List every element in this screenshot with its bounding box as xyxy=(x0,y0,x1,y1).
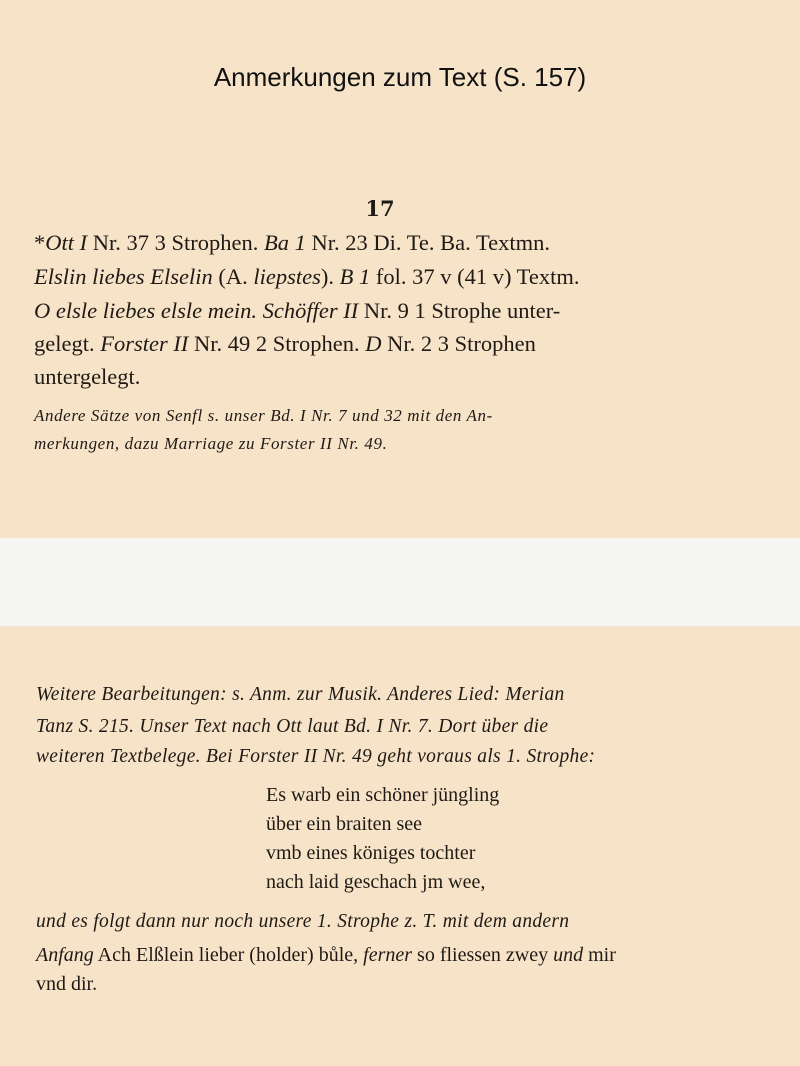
closing-line-2: Anfang Ach Elßlein lieber (holder) bůle, ferner so fliessen zwey und mir xyxy=(36,944,616,966)
closing-line-1: und es folgt dann nur noch unsere 1. Strophe z. T. mit dem andern xyxy=(36,911,570,932)
document-panel-bottom xyxy=(0,626,800,1066)
text-line-2: Elslin liebes Elselin (A. liepstes). B 1 fol. 37 v (41 v) Textm. xyxy=(34,264,580,289)
entry-number: 17 xyxy=(365,196,395,221)
text-line-1: *Ott I Nr. 37 3 Strophen. Ba 1 Nr. 23 Di. Te. Ba. Textmn. xyxy=(34,230,551,255)
text-line-5: untergelegt. xyxy=(34,364,141,389)
page-gap xyxy=(0,538,800,626)
verse-line-1: Es warb ein schöner jüngling xyxy=(266,784,500,806)
verse-line-4: nach laid geschach jm wee, xyxy=(266,871,486,893)
text-line-4: gelegt. Forster II Nr. 49 2 Strophen. D Nr. 2 3 Strophen xyxy=(34,331,536,356)
intro-line-3: weiteren Textbelege. Bei Forster II Nr. 49 geht voraus als 1. Strophe: xyxy=(36,746,596,767)
note-line-2: merkungen, dazu Marriage zu Forster II Nr. 49. xyxy=(34,434,388,453)
closing-line-3: vnd dir. xyxy=(36,973,98,995)
verse-line-3: vmb eines königes tochter xyxy=(266,842,476,864)
verse-line-2: über ein braiten see xyxy=(266,813,423,835)
text-line-3: O elsle liebes elsle mein. Schöffer II Nr. 9 1 Strophe unter- xyxy=(34,298,561,323)
page-heading: Anmerkungen zum Text (S. 157) xyxy=(213,62,587,92)
note-line-1: Andere Sätze von Senfl s. unser Bd. I Nr. 7 und 32 mit den An- xyxy=(34,406,493,425)
intro-line-2: Tanz S. 215. Unser Text nach Ott laut Bd. I Nr. 7. Dort über die xyxy=(36,716,549,737)
intro-line-1: Weitere Bearbeitungen: s. Anm. zur Musik. Anderes Lied: Merian xyxy=(36,684,565,705)
